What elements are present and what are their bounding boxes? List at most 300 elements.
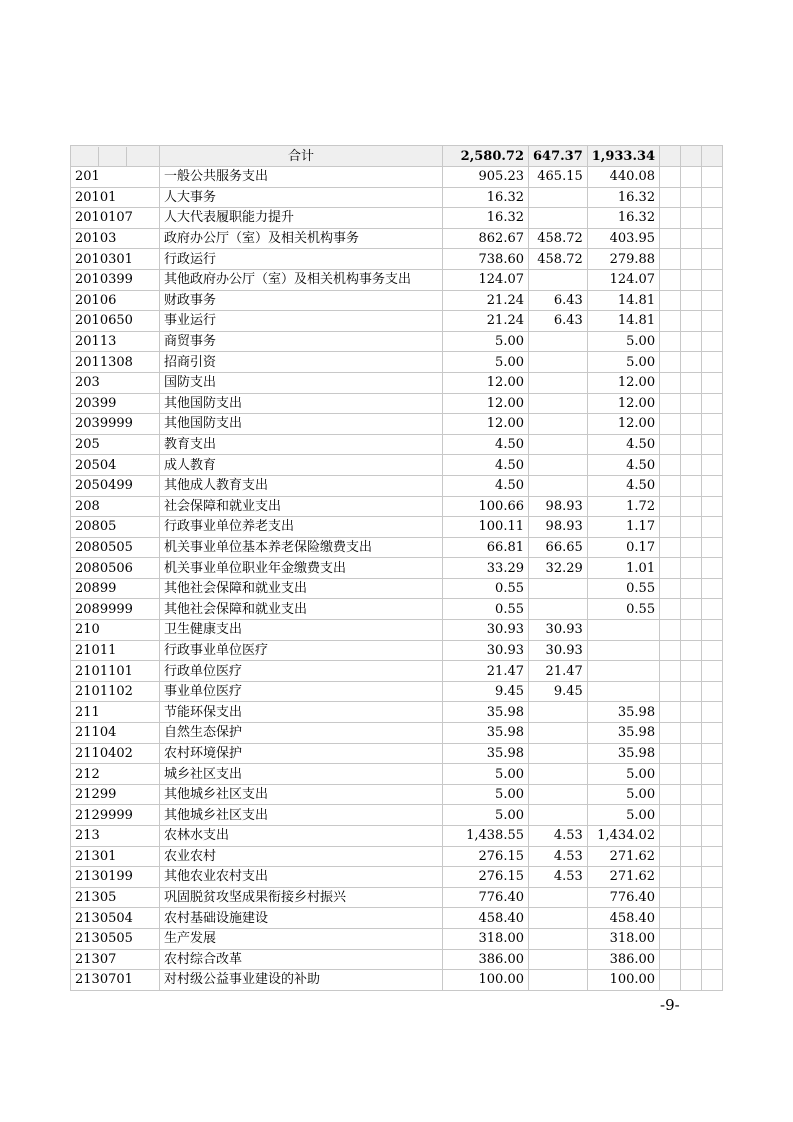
blank-cell <box>702 599 723 620</box>
name-cell: 卫生健康支出 <box>160 620 443 641</box>
code-cell: 21104 <box>71 723 160 744</box>
c3-cell: 5.00 <box>587 784 659 805</box>
c2-cell <box>529 702 588 723</box>
c1-cell: 276.15 <box>443 867 529 888</box>
c3-cell: 271.62 <box>587 867 659 888</box>
blank-cell <box>681 784 702 805</box>
blank-cell <box>702 846 723 867</box>
blank-cell <box>681 434 702 455</box>
table-row <box>71 414 723 435</box>
code-cell: 2101101 <box>71 661 160 682</box>
name-cell: 农村基础设施建设 <box>160 908 443 929</box>
table-row <box>71 249 723 270</box>
code-cell: 203 <box>71 372 160 393</box>
c3-cell: 279.88 <box>587 249 659 270</box>
c2-cell <box>529 578 588 599</box>
blank-cell <box>681 352 702 373</box>
code-cell: 2050499 <box>71 475 160 496</box>
c3-cell: 35.98 <box>587 743 659 764</box>
blank-cell <box>660 455 681 476</box>
blank-cell <box>702 414 723 435</box>
c1-cell: 318.00 <box>443 928 529 949</box>
code-cell: 21011 <box>71 640 160 661</box>
code-cell: 211 <box>71 702 160 723</box>
code-cell: 2039999 <box>71 414 160 435</box>
blank-cell <box>702 578 723 599</box>
c3-cell: 5.00 <box>587 331 659 352</box>
blank-cell <box>681 908 702 929</box>
blank-cell <box>681 846 702 867</box>
blank-cell <box>681 167 702 188</box>
c3-cell: 4.50 <box>587 455 659 476</box>
c2-cell <box>529 970 588 991</box>
c3-cell: 403.95 <box>587 228 659 249</box>
code-cell: 205 <box>71 434 160 455</box>
name-cell: 行政运行 <box>160 249 443 270</box>
c2-cell <box>529 599 588 620</box>
table-row <box>71 620 723 641</box>
blank-cell <box>702 826 723 847</box>
blank-cell <box>702 269 723 290</box>
name-cell: 节能环保支出 <box>160 702 443 723</box>
c1-cell: 16.32 <box>443 208 529 229</box>
table-row <box>71 681 723 702</box>
total-c2: 647.37 <box>529 146 588 167</box>
blank-cell <box>660 640 681 661</box>
c3-cell: 0.55 <box>587 578 659 599</box>
blank-cell <box>660 661 681 682</box>
blank-cell <box>681 681 702 702</box>
code-cell: 2080505 <box>71 537 160 558</box>
blank-cell <box>702 764 723 785</box>
blank-cell <box>660 599 681 620</box>
name-cell: 自然生态保护 <box>160 723 443 744</box>
blank-cell <box>681 414 702 435</box>
table-row <box>71 372 723 393</box>
table-row <box>71 702 723 723</box>
blank-cell <box>681 517 702 538</box>
c1-cell: 776.40 <box>443 887 529 908</box>
c1-cell: 21.24 <box>443 290 529 311</box>
blank-cell <box>702 949 723 970</box>
c1-cell: 12.00 <box>443 372 529 393</box>
c3-cell <box>587 681 659 702</box>
c3-cell: 1.17 <box>587 517 659 538</box>
c3-cell <box>587 640 659 661</box>
code-cell: 210 <box>71 620 160 641</box>
c2-cell <box>529 743 588 764</box>
name-cell: 机关事业单位职业年金缴费支出 <box>160 558 443 579</box>
blank-cell <box>702 805 723 826</box>
blank-cell <box>660 970 681 991</box>
blank-cell <box>660 517 681 538</box>
table-row <box>71 764 723 785</box>
c1-cell: 21.47 <box>443 661 529 682</box>
table-row <box>71 826 723 847</box>
name-cell: 社会保障和就业支出 <box>160 496 443 517</box>
c3-cell: 318.00 <box>587 928 659 949</box>
table-row <box>71 908 723 929</box>
c3-cell: 14.81 <box>587 290 659 311</box>
c3-cell: 5.00 <box>587 764 659 785</box>
c1-cell: 5.00 <box>443 805 529 826</box>
c3-cell <box>587 661 659 682</box>
code-cell: 2011308 <box>71 352 160 373</box>
blank-cell <box>681 599 702 620</box>
total-code-cell <box>71 146 160 167</box>
blank-cell <box>681 723 702 744</box>
c3-cell <box>587 620 659 641</box>
name-cell: 其他社会保障和就业支出 <box>160 599 443 620</box>
blank-cell <box>660 352 681 373</box>
blank-cell <box>702 228 723 249</box>
blank-cell <box>660 928 681 949</box>
blank-cell <box>681 146 702 167</box>
blank-cell <box>681 764 702 785</box>
code-cell: 2110402 <box>71 743 160 764</box>
blank-cell <box>660 702 681 723</box>
name-cell: 农村环境保护 <box>160 743 443 764</box>
code-cell: 20805 <box>71 517 160 538</box>
c1-cell: 124.07 <box>443 269 529 290</box>
table-row <box>71 537 723 558</box>
c2-cell: 98.93 <box>529 517 588 538</box>
table-row <box>71 949 723 970</box>
c1-cell: 66.81 <box>443 537 529 558</box>
blank-cell <box>702 928 723 949</box>
code-cell: 20113 <box>71 331 160 352</box>
blank-cell <box>702 372 723 393</box>
c1-cell: 33.29 <box>443 558 529 579</box>
code-cell: 2010399 <box>71 269 160 290</box>
c2-cell: 458.72 <box>529 228 588 249</box>
blank-cell <box>681 867 702 888</box>
c1-cell: 4.50 <box>443 475 529 496</box>
c1-cell: 5.00 <box>443 784 529 805</box>
table-row <box>71 558 723 579</box>
name-cell: 一般公共服务支出 <box>160 167 443 188</box>
name-cell: 巩固脱贫攻坚成果衔接乡村振兴 <box>160 887 443 908</box>
code-cell: 20101 <box>71 187 160 208</box>
blank-cell <box>681 826 702 847</box>
blank-cell <box>702 661 723 682</box>
blank-cell <box>660 475 681 496</box>
c1-cell: 276.15 <box>443 846 529 867</box>
name-cell: 人大事务 <box>160 187 443 208</box>
c3-cell: 458.40 <box>587 908 659 929</box>
table-row <box>71 455 723 476</box>
c1-cell: 16.32 <box>443 187 529 208</box>
table-row <box>71 784 723 805</box>
blank-cell <box>681 537 702 558</box>
c2-cell <box>529 723 588 744</box>
blank-cell <box>681 887 702 908</box>
blank-cell <box>681 949 702 970</box>
blank-cell <box>660 908 681 929</box>
c1-cell: 21.24 <box>443 311 529 332</box>
blank-cell <box>681 290 702 311</box>
name-cell: 政府办公厅（室）及相关机构事务 <box>160 228 443 249</box>
table-row <box>71 496 723 517</box>
blank-cell <box>660 949 681 970</box>
blank-cell <box>660 681 681 702</box>
blank-cell <box>660 434 681 455</box>
name-cell: 机关事业单位基本养老保险缴费支出 <box>160 537 443 558</box>
table-row <box>71 352 723 373</box>
name-cell: 人大代表履职能力提升 <box>160 208 443 229</box>
total-label: 合计 <box>160 146 443 167</box>
blank-cell <box>681 393 702 414</box>
c3-cell: 0.17 <box>587 537 659 558</box>
blank-cell <box>702 743 723 764</box>
name-cell: 农林水支出 <box>160 826 443 847</box>
name-cell: 农业农村 <box>160 846 443 867</box>
c2-cell <box>529 908 588 929</box>
table-row <box>71 578 723 599</box>
blank-cell <box>681 331 702 352</box>
blank-cell <box>660 578 681 599</box>
c3-cell: 0.55 <box>587 599 659 620</box>
code-cell: 20504 <box>71 455 160 476</box>
blank-cell <box>681 311 702 332</box>
code-cell: 201 <box>71 167 160 188</box>
c1-cell: 35.98 <box>443 743 529 764</box>
code-cell: 20399 <box>71 393 160 414</box>
c1-cell: 5.00 <box>443 331 529 352</box>
c1-cell: 5.00 <box>443 764 529 785</box>
c2-cell: 98.93 <box>529 496 588 517</box>
c2-cell: 4.53 <box>529 826 588 847</box>
c1-cell: 862.67 <box>443 228 529 249</box>
c2-cell: 6.43 <box>529 311 588 332</box>
code-cell: 208 <box>71 496 160 517</box>
name-cell: 财政事务 <box>160 290 443 311</box>
c3-cell: 5.00 <box>587 805 659 826</box>
blank-cell <box>702 146 723 167</box>
blank-cell <box>660 331 681 352</box>
table-body <box>71 146 723 991</box>
code-cell: 2130199 <box>71 867 160 888</box>
budget-table-container <box>70 145 723 991</box>
blank-cell <box>660 784 681 805</box>
c2-cell <box>529 372 588 393</box>
blank-cell <box>702 249 723 270</box>
c1-cell: 35.98 <box>443 723 529 744</box>
c2-cell <box>529 187 588 208</box>
table-row <box>71 208 723 229</box>
blank-cell <box>660 723 681 744</box>
blank-cell <box>660 249 681 270</box>
blank-cell <box>702 187 723 208</box>
blank-cell <box>660 826 681 847</box>
blank-cell <box>660 743 681 764</box>
code-cell: 2130504 <box>71 908 160 929</box>
blank-cell <box>702 681 723 702</box>
table-row <box>71 475 723 496</box>
c2-cell: 32.29 <box>529 558 588 579</box>
c1-cell: 100.11 <box>443 517 529 538</box>
table-row <box>71 846 723 867</box>
c3-cell: 100.00 <box>587 970 659 991</box>
c3-cell: 12.00 <box>587 372 659 393</box>
blank-cell <box>660 846 681 867</box>
name-cell: 其他城乡社区支出 <box>160 784 443 805</box>
c1-cell: 12.00 <box>443 393 529 414</box>
blank-cell <box>681 228 702 249</box>
c2-cell <box>529 805 588 826</box>
c1-cell: 9.45 <box>443 681 529 702</box>
blank-cell <box>702 784 723 805</box>
name-cell: 招商引资 <box>160 352 443 373</box>
c2-cell <box>529 475 588 496</box>
blank-cell <box>660 558 681 579</box>
c2-cell <box>529 887 588 908</box>
c1-cell: 738.60 <box>443 249 529 270</box>
c3-cell: 386.00 <box>587 949 659 970</box>
c2-cell: 4.53 <box>529 846 588 867</box>
code-cell: 2010301 <box>71 249 160 270</box>
code-cell: 21299 <box>71 784 160 805</box>
c2-cell <box>529 434 588 455</box>
c3-cell: 124.07 <box>587 269 659 290</box>
table-row <box>71 970 723 991</box>
table-row <box>71 331 723 352</box>
c1-cell: 1,438.55 <box>443 826 529 847</box>
c2-cell <box>529 764 588 785</box>
code-cell: 213 <box>71 826 160 847</box>
c2-cell <box>529 208 588 229</box>
c1-cell: 30.93 <box>443 640 529 661</box>
c1-cell: 12.00 <box>443 414 529 435</box>
blank-cell <box>702 558 723 579</box>
blank-cell <box>702 167 723 188</box>
blank-cell <box>660 208 681 229</box>
table-row <box>71 928 723 949</box>
page-number: -9- <box>660 996 680 1014</box>
blank-cell <box>660 414 681 435</box>
code-cell: 21305 <box>71 887 160 908</box>
c2-cell <box>529 928 588 949</box>
blank-cell <box>660 269 681 290</box>
c3-cell: 16.32 <box>587 187 659 208</box>
c3-cell: 12.00 <box>587 393 659 414</box>
c2-cell <box>529 455 588 476</box>
name-cell: 其他政府办公厅（室）及相关机构事务支出 <box>160 269 443 290</box>
blank-cell <box>681 640 702 661</box>
name-cell: 生产发展 <box>160 928 443 949</box>
name-cell: 国防支出 <box>160 372 443 393</box>
blank-cell <box>681 805 702 826</box>
code-cell: 2010107 <box>71 208 160 229</box>
c2-cell: 9.45 <box>529 681 588 702</box>
blank-cell <box>660 805 681 826</box>
c2-cell: 6.43 <box>529 290 588 311</box>
blank-cell <box>702 352 723 373</box>
c3-cell: 1.01 <box>587 558 659 579</box>
c3-cell: 4.50 <box>587 434 659 455</box>
blank-cell <box>702 867 723 888</box>
table-row <box>71 311 723 332</box>
blank-cell <box>681 578 702 599</box>
blank-cell <box>660 167 681 188</box>
blank-cell <box>702 475 723 496</box>
blank-cell <box>702 702 723 723</box>
name-cell: 农村综合改革 <box>160 949 443 970</box>
c2-cell <box>529 949 588 970</box>
c3-cell: 1.72 <box>587 496 659 517</box>
table-row <box>71 393 723 414</box>
blank-cell <box>681 661 702 682</box>
table-row <box>71 867 723 888</box>
blank-cell <box>681 269 702 290</box>
c1-cell: 458.40 <box>443 908 529 929</box>
code-cell: 2010650 <box>71 311 160 332</box>
table-row <box>71 228 723 249</box>
name-cell: 行政事业单位养老支出 <box>160 517 443 538</box>
c1-cell: 30.93 <box>443 620 529 641</box>
blank-cell <box>681 620 702 641</box>
code-cell: 20899 <box>71 578 160 599</box>
blank-cell <box>702 640 723 661</box>
blank-cell <box>660 372 681 393</box>
c3-cell: 776.40 <box>587 887 659 908</box>
blank-cell <box>681 249 702 270</box>
c2-cell: 66.65 <box>529 537 588 558</box>
table-row <box>71 434 723 455</box>
table-row <box>71 269 723 290</box>
c1-cell: 386.00 <box>443 949 529 970</box>
blank-cell <box>702 620 723 641</box>
c3-cell: 16.32 <box>587 208 659 229</box>
blank-cell <box>681 702 702 723</box>
table-row <box>71 167 723 188</box>
blank-cell <box>702 723 723 744</box>
blank-cell <box>702 311 723 332</box>
blank-cell <box>660 187 681 208</box>
blank-cell <box>702 290 723 311</box>
name-cell: 其他农业农村支出 <box>160 867 443 888</box>
table-row <box>71 723 723 744</box>
c3-cell: 12.00 <box>587 414 659 435</box>
name-cell: 商贸事务 <box>160 331 443 352</box>
blank-cell <box>660 311 681 332</box>
code-cell: 21301 <box>71 846 160 867</box>
c2-cell: 21.47 <box>529 661 588 682</box>
total-row <box>71 146 723 167</box>
blank-cell <box>660 537 681 558</box>
table-row <box>71 743 723 764</box>
blank-cell <box>660 290 681 311</box>
total-c3: 1,933.34 <box>587 146 659 167</box>
c1-cell: 5.00 <box>443 352 529 373</box>
name-cell: 其他社会保障和就业支出 <box>160 578 443 599</box>
blank-cell <box>681 455 702 476</box>
table-row <box>71 661 723 682</box>
c3-cell: 1,434.02 <box>587 826 659 847</box>
table-row <box>71 290 723 311</box>
total-c1: 2,580.72 <box>443 146 529 167</box>
c3-cell: 4.50 <box>587 475 659 496</box>
c2-cell: 465.15 <box>529 167 588 188</box>
c1-cell: 0.55 <box>443 599 529 620</box>
blank-cell <box>681 475 702 496</box>
table-row <box>71 187 723 208</box>
blank-cell <box>681 496 702 517</box>
table-row <box>71 805 723 826</box>
code-cell: 2089999 <box>71 599 160 620</box>
c2-cell <box>529 352 588 373</box>
blank-cell <box>702 517 723 538</box>
